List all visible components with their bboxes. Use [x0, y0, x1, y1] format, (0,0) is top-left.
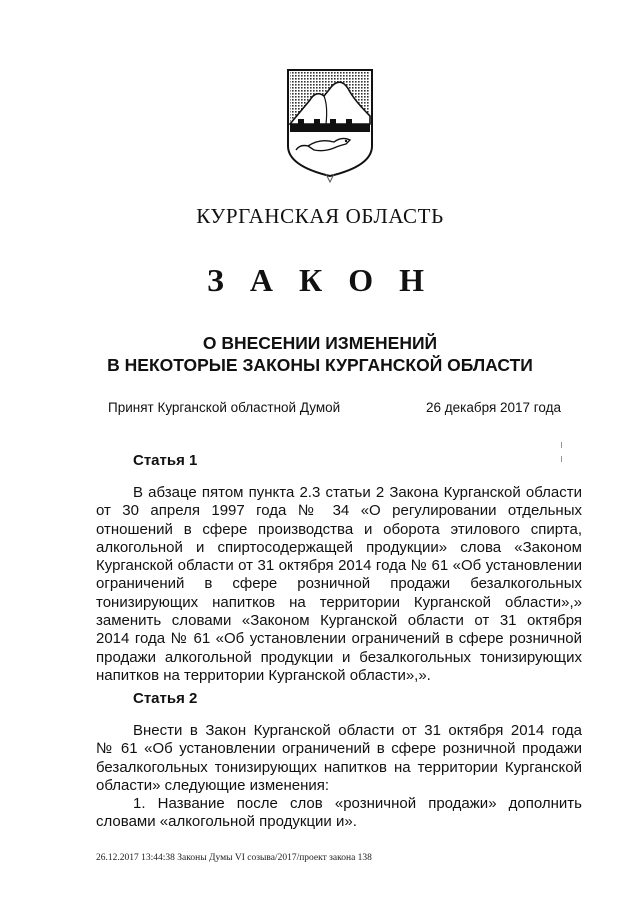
article-1-text	[96, 484, 582, 685]
scan-artifact	[561, 442, 562, 448]
article-2-title: Статья 2	[133, 690, 198, 707]
text-line: напитков на территории Курганской области»,».	[96, 666, 431, 684]
text-line: ограничений в сфере розничной продажи безалкогольных	[96, 575, 582, 593]
subject-line: В НЕКОТОРЫЕ ЗАКОНЫ КУРГАНСКОЙ ОБЛАСТИ	[107, 355, 533, 375]
text-line: тонизирующих напитков на территории Курганской области»,»	[96, 593, 582, 611]
text-line: продажи алкогольной продукции и безалкогольных тонизирующих	[96, 648, 582, 666]
article-2-text	[96, 722, 582, 832]
text-line: заменить словами «Законом Курганской области от 31 октября	[96, 612, 582, 630]
article-1-title: Статья 1	[133, 452, 198, 469]
region-title: КУРГАНСКАЯ ОБЛАСТЬ	[196, 204, 444, 228]
text-line: № 61 «Об установлении ограничений в сфере розничной продажи	[96, 740, 582, 758]
adopted-by: Принят Курганской областной Думой	[108, 400, 341, 415]
footer-stamp: 26.12.2017 13:44:38 Законы Думы VI созыва/2017/проект закона 138	[96, 853, 372, 863]
text-line: алкогольной и спиртосодержащей продукции» слова «Законом	[96, 538, 582, 556]
subject-line: О ВНЕСЕНИИ ИЗМЕНЕНИЙ	[202, 333, 438, 353]
adoption-date: 26 декабря 2017 года	[426, 400, 562, 415]
text-line: безалкогольных тонизирующих напитков на территории Курганской	[96, 758, 582, 776]
law-subject-title	[0, 332, 640, 376]
text-line: Внести в Закон Курганской области от 31 октября 2014 года	[133, 722, 582, 739]
text-line: 1. Название после слов «розничной продажи» дополнить	[133, 795, 582, 813]
text-line: от 30 апреля 1997 года № 34 «О регулировании отдельных	[96, 502, 582, 520]
text-line: Курганской области от 31 октября 2014 года № 61 «Об установлении	[96, 557, 582, 575]
coat-of-arms-icon	[280, 66, 380, 184]
document-type-title: З А К О Н	[207, 262, 433, 298]
text-line: отношений в сфере производства и оборота этилового спирта,	[96, 520, 582, 538]
scan-artifact	[561, 456, 562, 462]
text-line: области» следующие изменения:	[96, 776, 330, 794]
text-line: 2014 года № 61 «Об установлении ограничений в сфере розничной	[96, 630, 582, 648]
text-line: В абзаце пятом пункта 2.3 статьи 2 Закона Курганской области	[133, 484, 582, 501]
text-line: словами «алкогольной продукции и».	[96, 813, 357, 831]
